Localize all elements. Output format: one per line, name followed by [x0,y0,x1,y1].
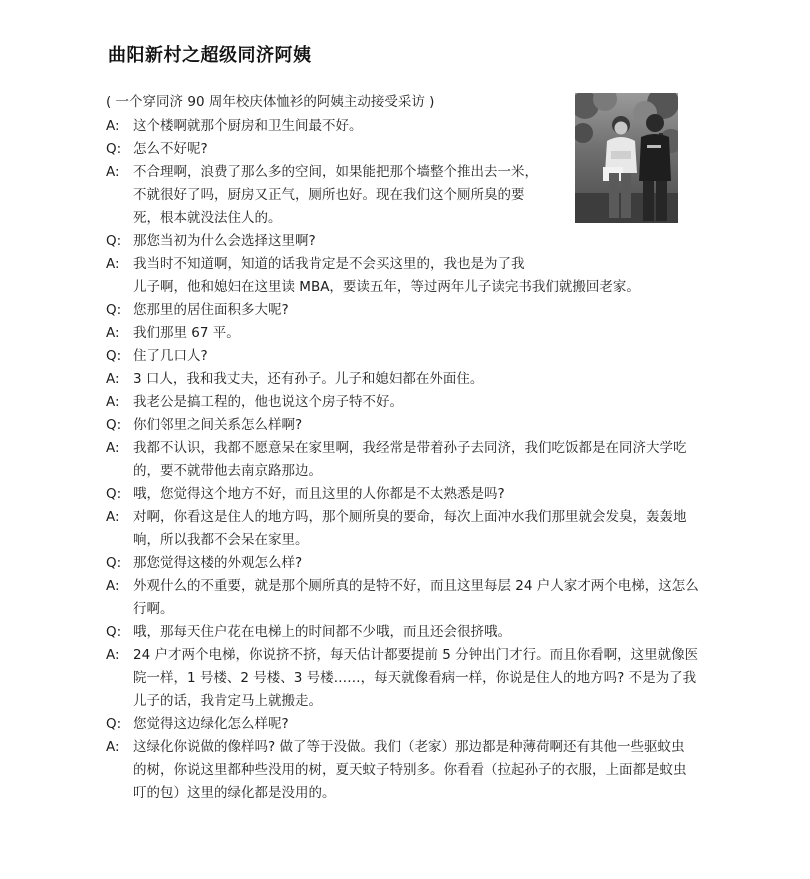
answer-item [106,368,716,391]
answer-item [106,575,716,621]
qa-text-line: 那您觉得这楼的外观怎么样? [133,555,303,571]
speaker-label: Q: [106,348,122,364]
qa-text-line: 儿子的话，我肯定马上就搬走。 [133,693,322,709]
qa-text-line: 外观什么的不重要，就是那个厕所真的是特不好，而且这里每层 24 户人家才两个电梯，这怎么 [133,578,699,594]
speaker-label: A: [106,371,120,387]
qa-text-line: 行啊。 [133,601,174,617]
speaker-label: Q: [106,624,122,640]
speaker-label: A: [106,647,120,663]
qa-text-line: 对啊，你看这是住人的地方吗，那个厕所臭的要命，每次上面冲水我们那里就会发臭，轰轰地 [133,509,687,525]
answer-item [106,253,716,299]
question-item [106,552,716,575]
qa-text-line: 死，根本就没法住人的。 [133,210,282,226]
speaker-label: Q: [106,141,122,157]
qa-text-line: 我们那里 67 平。 [133,325,240,341]
speaker-label: A: [106,394,120,410]
answer-item [106,437,716,483]
question-item [106,299,716,322]
qa-text-line: 24 户才两个电梯，你说挤不挤，每天估计都要提前 5 分钟出门才行。而且你看啊，这里就像医 [133,647,699,663]
qa-text-line: 您觉得这边绿化怎么样呢? [133,716,289,732]
speaker-label: A: [106,164,120,180]
qa-text-line: 哦，那每天住户花在电梯上的时间都不少哦，而且还会很挤哦。 [133,624,511,640]
speaker-label: A: [106,509,120,525]
qa-text-line: 的，要不就带他去南京路那边。 [133,463,322,479]
question-item [106,414,716,437]
question-item [106,713,716,736]
speaker-label: Q: [106,417,122,433]
speaker-label: A: [106,440,120,456]
qa-text-line: 您那里的居住面积多大呢? [133,302,289,318]
qa-list [106,115,716,805]
answer-item [106,644,716,713]
answer-item [106,736,716,805]
speaker-label: A: [106,118,120,134]
page-title: 曲阳新村之超级同济阿姨 [108,45,312,66]
answer-item [106,322,716,345]
speaker-label: A: [106,739,120,755]
speaker-label: Q: [106,555,122,571]
answer-item [106,115,716,138]
qa-text-line: 不就很好了吗，厨房又正气，厕所也好。现在我们这个厕所臭的要 [133,187,525,203]
qa-text-line: 的树，你说这里都种些没用的树，夏天蚊子特别多。你看看（拉起孙子的衣服，上面都是蚊虫 [133,762,687,778]
qa-text-line: 儿子啊，他和媳妇在这里读 MBA，要读五年，等过两年儿子读完书我们就搬回老家。 [133,279,640,295]
question-item [106,483,716,506]
speaker-label: A: [106,578,120,594]
qa-text-line: 院一样，1 号楼、2 号楼、3 号楼……，每天就像看病一样，你说是住人的地方吗? 不是为了我 [133,670,697,686]
qa-text-line: 你们邻里之间关系怎么样啊? [133,417,303,433]
question-item [106,621,716,644]
question-item [106,138,716,161]
qa-text-line: 3 口人，我和我丈夫，还有孙子。儿子和媳妇都在外面住。 [133,371,484,387]
qa-text-line: 住了几口人? [133,348,208,364]
speaker-label: A: [106,325,120,341]
answer-item [106,506,716,552]
speaker-label: Q: [106,716,122,732]
speaker-label: Q: [106,233,122,249]
qa-text-line: 哦，您觉得这个地方不好，而且这里的人你都是不太熟悉是吗? [133,486,505,502]
question-item [106,345,716,368]
answer-item [106,391,716,414]
qa-text-line: 我老公是搞工程的，他也说这个房子特不好。 [133,394,403,410]
speaker-label: Q: [106,486,122,502]
qa-text-line: 那您当初为什么会选择这里啊? [133,233,316,249]
speaker-label: A: [106,256,120,272]
question-item [106,230,716,253]
qa-text-line: 响，所以我都不会呆在家里。 [133,532,309,548]
qa-text-line: 这绿化你说做的像样吗? 做了等于没做。我们（老家）那边都是种薄荷啊还有其他一些驱蚊虫 [133,739,685,755]
intro-caption: ( 一个穿同济 90 周年校庆体恤衫的阿姨主动接受采访 ) [106,94,435,110]
qa-text-line: 我都不认识，我都不愿意呆在家里啊，我经常是带着孙子去同济，我们吃饭都是在同济大学吃 [133,440,687,456]
qa-text-line: 不合理啊，浪费了那么多的空间，如果能把那个墙整个推出去一米， [133,164,538,180]
qa-text-line: 我当时不知道啊，知道的话我肯定是不会买这里的，我也是为了我 [133,256,525,272]
qa-text-line: 叮的包）这里的绿化都是没用的。 [133,785,336,801]
answer-item [106,161,716,230]
qa-text-line: 这个楼啊就那个厨房和卫生间最不好。 [133,118,363,134]
speaker-label: Q: [106,302,122,318]
qa-text-line: 怎么不好呢? [133,141,208,157]
